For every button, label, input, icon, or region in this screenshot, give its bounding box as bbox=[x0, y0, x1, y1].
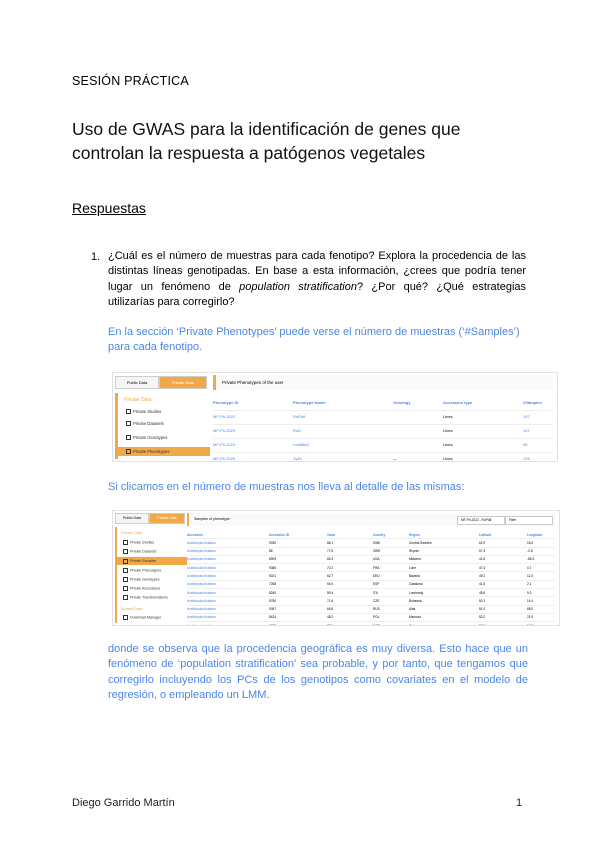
table-cell: 59.4 bbox=[327, 590, 334, 595]
samples-icon bbox=[123, 559, 128, 564]
samples-link[interactable]: 157 bbox=[523, 414, 530, 419]
table-cell: GBR bbox=[373, 549, 380, 554]
question-text bbox=[108, 249, 526, 310]
table-cell: 21.0 bbox=[527, 615, 534, 620]
sidebar-item-label: Private Transformations bbox=[130, 595, 168, 600]
table-cell: 52.2 bbox=[479, 615, 486, 620]
table-row bbox=[187, 581, 555, 589]
section-heading: Respuestas bbox=[72, 200, 146, 216]
table-row bbox=[213, 453, 553, 462]
study-icon bbox=[126, 409, 131, 414]
table-cell: RUS bbox=[373, 607, 380, 612]
column-header[interactable]: Country bbox=[373, 532, 386, 537]
question-text-a: ¿Cuál es el número de muestras para cada fenotipo? Explora la procedencia de las distintas líneas genotipadas. En base a esta información, ¿crees que podría tener lugar un fenómeno de bbox=[108, 250, 526, 293]
tab-public-data[interactable]: Public Data bbox=[115, 513, 149, 524]
table-cell: 8240 bbox=[269, 590, 277, 595]
phenotype-name-link[interactable]: SyDI bbox=[293, 456, 302, 461]
table-row bbox=[213, 411, 553, 425]
table-cell: SWE bbox=[373, 540, 381, 545]
table-cell: 48.2 bbox=[327, 615, 334, 620]
sidebar-item-label: Private Studies bbox=[130, 540, 155, 545]
sidebar-item-label: Private Samples bbox=[130, 559, 157, 563]
table-cell: Oslo bbox=[409, 623, 416, 626]
screenshot-private-phenotypes bbox=[112, 372, 558, 462]
table-cell: 71.6 bbox=[327, 598, 334, 603]
transformation-icon bbox=[123, 595, 128, 600]
table-cell: 70.2 bbox=[327, 565, 334, 570]
phenotype-id-link[interactable]: MF-Ph-2025 bbox=[213, 456, 236, 461]
sidebar-item-datasets[interactable] bbox=[126, 421, 164, 426]
samples-link[interactable]: 126 bbox=[523, 456, 530, 461]
sidebar-item-label: Download Manager bbox=[130, 615, 162, 620]
table-cell: 66.8 bbox=[327, 607, 334, 612]
phenotype-name-link[interactable]: LeafMuD bbox=[293, 442, 310, 447]
table-cell: 9339 bbox=[269, 540, 277, 545]
table-cell: POL bbox=[373, 615, 380, 620]
table-cell: ITA bbox=[373, 590, 378, 595]
table-cell: 51.0 bbox=[479, 607, 486, 612]
table-row bbox=[213, 425, 553, 439]
table-cell: Lombardy bbox=[409, 590, 424, 595]
table-row bbox=[187, 572, 555, 580]
table-header-row bbox=[213, 397, 553, 411]
table-row bbox=[187, 606, 555, 614]
samples-link[interactable]: 157 bbox=[523, 428, 530, 433]
accession-type-cell: Lines bbox=[443, 428, 453, 433]
sidebar-item-datasets[interactable] bbox=[123, 549, 156, 554]
session-label: SESIÓN PRÁCTICA bbox=[72, 74, 189, 88]
sidebar-item-label: Private Datasets bbox=[133, 421, 164, 426]
sidebar-item-label: Private Studies bbox=[133, 409, 162, 414]
question-emphasis: population stratification bbox=[239, 280, 357, 293]
table-cell: 9.3 bbox=[527, 590, 532, 595]
table-cell: 47.4 bbox=[479, 565, 486, 570]
table-cell: 62.7 bbox=[327, 573, 334, 578]
phenotype-select[interactable]: MF-Ph-2022 - RoPd8 bbox=[457, 516, 505, 525]
accession-icon bbox=[123, 586, 128, 591]
table-cell: 88 bbox=[269, 549, 273, 554]
accession-link[interactable]: Arabidopsis thaliana bbox=[187, 549, 216, 554]
accession-link[interactable]: Arabidopsis thaliana bbox=[187, 557, 216, 562]
page-number: 1 bbox=[516, 797, 523, 809]
screenshot-samples-detail bbox=[112, 510, 560, 626]
table-cell: 6897 bbox=[269, 623, 277, 626]
table-row bbox=[213, 439, 553, 453]
samples-table bbox=[187, 531, 555, 626]
sidebar-item-label: Private Genotypes bbox=[133, 435, 168, 440]
sidebar-item-label: Private Datasets bbox=[130, 549, 157, 554]
column-header[interactable]: Accession type bbox=[443, 400, 473, 405]
column-header[interactable]: Accession ID bbox=[269, 532, 290, 537]
table-cell: 2.1 bbox=[527, 582, 532, 587]
table-cell: -2.8 bbox=[527, 549, 533, 554]
sidebar-item-genotypes[interactable] bbox=[126, 435, 167, 440]
sidebar-item-studies[interactable] bbox=[126, 409, 161, 414]
sidebar-item-label: Private Genotypes bbox=[130, 577, 160, 582]
ontology-cell: — bbox=[393, 456, 397, 461]
accession-link[interactable]: Arabidopsis thaliana bbox=[187, 598, 216, 603]
table-cell: Mazovia bbox=[409, 615, 421, 620]
table-cell: 14.4 bbox=[527, 598, 534, 603]
answer-paragraph-2: Si clicamos en el número de muestras nos lleva al detalle de las mismas: bbox=[108, 481, 465, 493]
footer-author: Diego Garrido Martín bbox=[72, 797, 175, 809]
table-header-row bbox=[187, 531, 555, 539]
table-cell: 0.7 bbox=[527, 565, 532, 570]
panel-header: Private Phenotypes of the user bbox=[213, 375, 553, 390]
table-cell: Loire bbox=[409, 565, 417, 570]
table-row bbox=[187, 597, 555, 605]
genotype-icon bbox=[123, 577, 128, 582]
table-cell: 9057 bbox=[269, 607, 277, 612]
column-header[interactable]: Latitude bbox=[479, 532, 492, 537]
table-cell: 54.0 bbox=[327, 582, 334, 587]
phenotype-id-link[interactable]: MF-Ph-2024 bbox=[213, 442, 236, 447]
table-cell: 59.9 bbox=[479, 623, 486, 626]
table-row bbox=[187, 548, 555, 556]
answer-paragraph-1: En la sección ‘Private Phenotypes’ puede verse el número de muestras (‘#Samples’) para cada fenotipo. bbox=[108, 326, 520, 354]
tab-public-data[interactable]: Public Data bbox=[115, 376, 159, 389]
column-header[interactable]: Phenotype Name bbox=[293, 400, 326, 405]
download-icon bbox=[123, 615, 128, 620]
accession-link[interactable]: Arabidopsis thaliana bbox=[187, 565, 216, 570]
accession-type-cell: Lines bbox=[443, 414, 453, 419]
table-cell: 41.8 bbox=[479, 557, 486, 562]
table-cell: 57.3 bbox=[479, 549, 486, 554]
table-cell: 85.0 bbox=[527, 607, 534, 612]
table-cell: 11.5 bbox=[527, 573, 533, 578]
accession-type-cell: Lines bbox=[443, 456, 453, 461]
table-cell: Catalonia bbox=[409, 582, 423, 587]
sidebar-heading: Private Data bbox=[124, 397, 152, 403]
phenotype-id-link[interactable]: MF-Ph-2023 bbox=[213, 428, 236, 433]
accession-link[interactable]: Arabidopsis thaliana bbox=[187, 582, 216, 587]
accession-link[interactable]: Arabidopsis thaliana bbox=[187, 540, 216, 545]
table-row bbox=[187, 622, 555, 626]
column-header[interactable]: Accession bbox=[187, 532, 203, 537]
sidebar-item-label: Private Accessions bbox=[130, 586, 161, 591]
sidebar-item-accessions[interactable] bbox=[123, 586, 160, 591]
table-cell: 6909 bbox=[269, 557, 277, 562]
table-cell: 62.9 bbox=[479, 540, 486, 545]
question-text-b: ? ¿Por qué? ¿Qué estrategias utilizarías para corregirlo? bbox=[108, 280, 527, 308]
table-cell: 41.5 bbox=[479, 582, 486, 587]
accession-link[interactable]: Arabidopsis thaliana bbox=[187, 607, 216, 612]
filter-input[interactable]: Filter bbox=[505, 516, 553, 525]
table-row bbox=[187, 539, 555, 547]
table-cell: ESP bbox=[373, 582, 380, 587]
sidebar-item-genotypes[interactable] bbox=[123, 577, 160, 582]
sidebar-heading: Private Data bbox=[121, 531, 142, 535]
accession-type-cell: Lines bbox=[443, 442, 453, 447]
table-cell: 5780 bbox=[269, 598, 277, 603]
phenotype-name-link[interactable]: RoPd8 bbox=[293, 414, 306, 419]
table-row bbox=[187, 589, 555, 597]
phenotype-id-link[interactable]: MF-Ph-2022 bbox=[213, 414, 236, 419]
accession-link[interactable]: Arabidopsis thaliana bbox=[187, 623, 216, 626]
column-header[interactable]: Ontology bbox=[393, 400, 411, 405]
answer-paragraph-3: donde se observa que la procedencia geográfica es muy diversa. Esto hace que un fenómeno de ‘population stratification’ sea probable, y por tanto, que tengamos que corregirlo incluyendo los PCs de los genotipos como covariates en el modelo de regresión, o empleando un LMM. bbox=[108, 643, 528, 701]
samples-link[interactable]: 95 bbox=[523, 442, 528, 447]
sidebar bbox=[115, 527, 187, 623]
sidebar-item-studies[interactable] bbox=[123, 540, 154, 545]
table-row bbox=[187, 614, 555, 622]
table-cell: USA bbox=[373, 557, 380, 562]
table-cell: 88.1 bbox=[327, 540, 334, 545]
table-cell: 77.5 bbox=[327, 549, 334, 554]
sidebar-heading-shared: Shared Data bbox=[121, 607, 143, 611]
column-header[interactable]: Phenotype ID bbox=[213, 400, 239, 405]
panel-header: Samples of phenotype bbox=[187, 513, 555, 526]
table-cell: 73.1 bbox=[327, 623, 334, 626]
table-cell: 45.6 bbox=[479, 590, 486, 595]
tab-bar bbox=[113, 513, 185, 523]
column-header[interactable]: Longitude bbox=[527, 532, 543, 537]
table-cell: Bavaria bbox=[409, 573, 420, 578]
accession-link[interactable]: Arabidopsis thaliana bbox=[187, 573, 216, 578]
table-cell: 10.7 bbox=[527, 623, 534, 626]
sidebar-item-transformations[interactable] bbox=[123, 595, 168, 600]
table-cell: Midwest bbox=[409, 557, 421, 562]
table-cell: Altai bbox=[409, 607, 416, 612]
table-cell: 6021 bbox=[269, 573, 277, 578]
sidebar-item-samples[interactable] bbox=[117, 557, 187, 565]
phenotype-icon bbox=[123, 568, 128, 573]
sidebar-item-phenotypes[interactable] bbox=[123, 568, 161, 573]
table-row bbox=[187, 564, 555, 572]
table-cell: Central Sweden bbox=[409, 540, 432, 545]
tab-bar bbox=[113, 376, 207, 388]
table-cell: Bohemia bbox=[409, 598, 422, 603]
column-header[interactable]: Region bbox=[409, 532, 420, 537]
phenotype-name-link[interactable]: RoD bbox=[293, 428, 302, 433]
phenotypes-table bbox=[213, 397, 553, 462]
table-cell: 8424 bbox=[269, 615, 277, 620]
genotype-icon bbox=[126, 435, 131, 440]
accession-link[interactable]: Arabidopsis thaliana bbox=[187, 615, 216, 620]
sidebar-item-download-manager[interactable] bbox=[123, 615, 161, 620]
table-cell: -86.3 bbox=[527, 557, 535, 562]
tab-private-data[interactable]: Private Data bbox=[149, 513, 185, 524]
table-cell: CZE bbox=[373, 598, 380, 603]
document-title: Uso de GWAS para la identificación de genes que controlan la respuesta a patógenos vegetales bbox=[72, 119, 461, 163]
table-cell: NOR bbox=[373, 623, 381, 626]
table-cell: 7258 bbox=[269, 582, 277, 587]
sidebar-item-label: Private Phenotypes bbox=[130, 568, 162, 573]
column-header[interactable]: #Samples bbox=[523, 400, 542, 405]
table-cell: FRA bbox=[373, 565, 380, 570]
accession-link[interactable]: Arabidopsis thaliana bbox=[187, 590, 216, 595]
table-cell: 18.3 bbox=[527, 540, 534, 545]
phenotype-icon bbox=[126, 449, 131, 454]
sidebar bbox=[115, 393, 210, 459]
main-panel bbox=[213, 375, 553, 461]
column-header[interactable]: Value bbox=[327, 532, 336, 537]
question-number: 1. bbox=[91, 251, 101, 263]
table-cell: 65.3 bbox=[327, 557, 334, 562]
main-panel bbox=[187, 513, 555, 626]
table-row bbox=[187, 556, 555, 564]
dataset-icon bbox=[126, 421, 131, 426]
sidebar-item-label: Private Phenotypes bbox=[133, 449, 170, 454]
study-icon bbox=[123, 540, 128, 545]
table-cell: 50.1 bbox=[479, 598, 486, 603]
table-cell: Rhynie bbox=[409, 549, 419, 554]
table-cell: DEU bbox=[373, 573, 380, 578]
sidebar-item-phenotypes[interactable] bbox=[118, 447, 210, 456]
dataset-icon bbox=[123, 549, 128, 554]
tab-private-data[interactable]: Private Data bbox=[159, 376, 207, 389]
table-cell: 9386 bbox=[269, 565, 277, 570]
table-cell: 49.2 bbox=[479, 573, 486, 578]
